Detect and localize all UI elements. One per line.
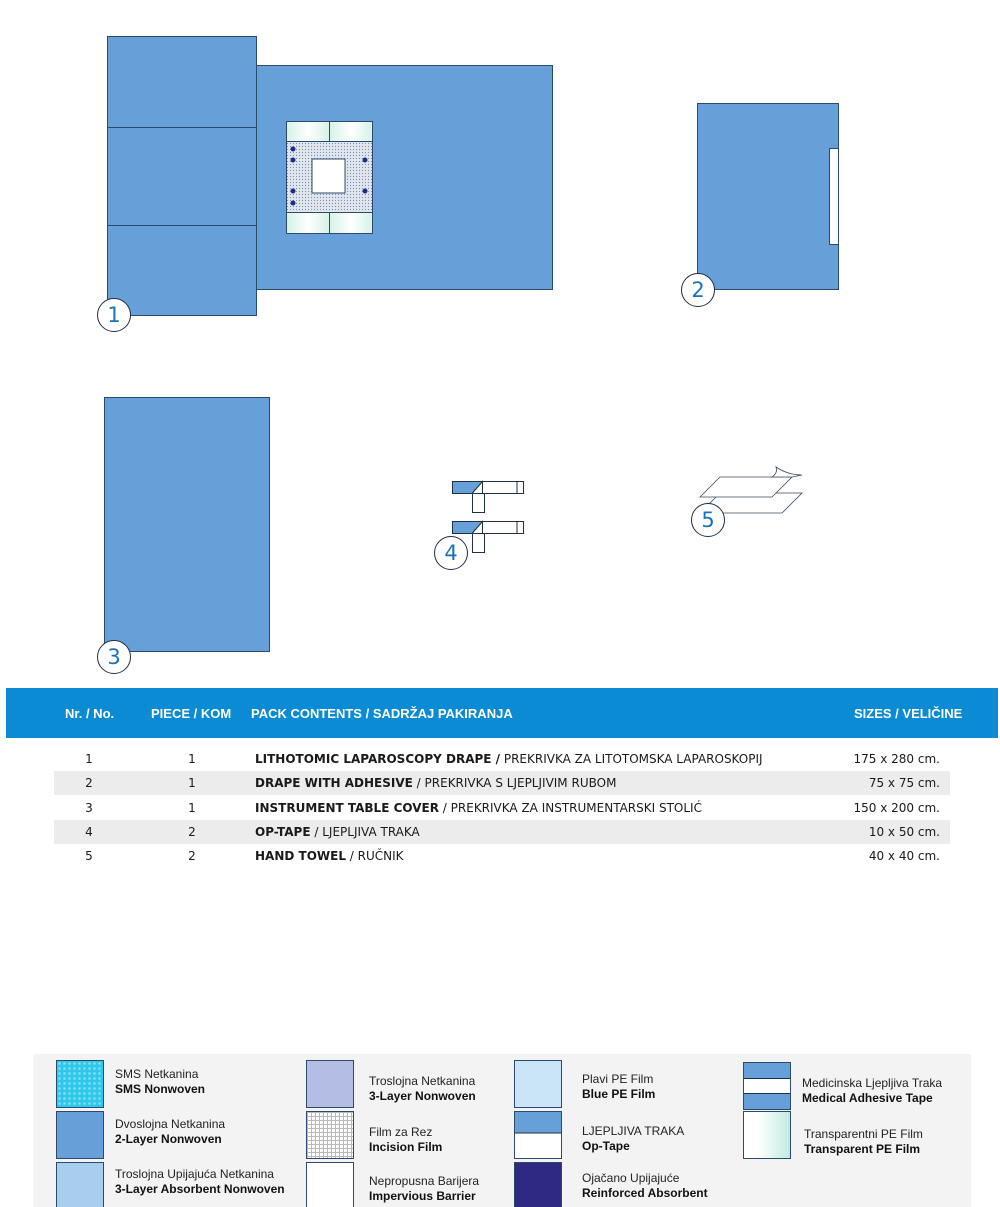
- legend-label-3layer-absorbent: [115, 1167, 285, 1197]
- item-3-badge: 3: [97, 640, 131, 674]
- legend-hr: Medicinska Ljepljiva Traka: [802, 1076, 943, 1090]
- row-name-hr: / PREKRIVKA ZA INSTRUMENTARSKI STOLIĆ: [438, 801, 702, 815]
- row-size: 175 x 280 cm.: [853, 752, 940, 766]
- legend-hr: Film za Rez: [369, 1125, 433, 1139]
- legend-hr: SMS Netkanina: [115, 1067, 199, 1081]
- op-tape-swatch: [514, 1111, 562, 1159]
- row-description: [255, 825, 420, 839]
- lithotomic-drape-leg-panel-middle: [107, 127, 257, 226]
- row-piece: 2: [188, 825, 196, 839]
- row-size: 10 x 50 cm.: [868, 825, 940, 839]
- legend-label-2layer: [115, 1117, 225, 1147]
- adhesive-strip: [829, 148, 839, 245]
- legend-en: Medical Adhesive Tape: [802, 1091, 933, 1105]
- impervious-barrier-swatch: [306, 1162, 354, 1207]
- table-row: [54, 820, 950, 844]
- row-name: DRAPE WITH ADHESIVE: [255, 776, 413, 790]
- row-nr: 3: [85, 801, 93, 815]
- table-header: [6, 688, 998, 738]
- legend-label-reinforced: [582, 1171, 708, 1201]
- reinforced-absorbent-swatch: [514, 1162, 562, 1207]
- legend-en: Impervious Barrier: [369, 1189, 476, 1203]
- item-1-badge: 1: [97, 298, 131, 332]
- legend-en: Reinforced Absorbent: [582, 1186, 708, 1200]
- row-nr: 5: [85, 849, 93, 863]
- legend-hr: Troslojna Upijajuća Netkanina: [115, 1167, 274, 1181]
- material-legend: [33, 1054, 971, 1207]
- row-piece: 2: [188, 849, 196, 863]
- legend-en: 3-Layer Nonwoven: [369, 1089, 476, 1103]
- row-piece: 1: [188, 752, 196, 766]
- legend-en: Op-Tape: [582, 1139, 630, 1153]
- row-name: INSTRUMENT TABLE COVER: [255, 801, 439, 815]
- row-piece: 1: [188, 801, 196, 815]
- row-name-hr: / PREKRIVKA S LJEPLJIVIM RUBOM: [412, 776, 617, 790]
- three-layer-absorbent-swatch: [56, 1162, 104, 1207]
- header-piece: PIECE / KOM: [151, 706, 232, 721]
- row-name: HAND TOWEL: [255, 849, 346, 863]
- instrument-table-cover: [104, 397, 270, 652]
- row-description: [255, 849, 404, 863]
- table-row: [54, 747, 950, 771]
- legend-en: SMS Nonwoven: [115, 1082, 206, 1096]
- blue-pe-film-swatch: [514, 1060, 562, 1108]
- row-description: [255, 801, 702, 815]
- header-contents: PACK CONTENTS / SADRŽAJ PAKIRANJA: [251, 706, 513, 721]
- legend-hr: Dvoslojna Netkanina: [115, 1117, 226, 1131]
- row-description: [255, 752, 763, 766]
- header-nr: Nr. / No.: [65, 706, 115, 721]
- transparent-pe-film-swatch: [743, 1111, 791, 1159]
- legend-en: Incision Film: [369, 1140, 443, 1154]
- legend-hr: Ojačano Upijajuće: [582, 1171, 680, 1185]
- legend-label-medical-tape: [802, 1076, 942, 1106]
- table-row: [54, 771, 950, 795]
- legend-hr: LJEPLJIVA TRAKA: [582, 1124, 685, 1138]
- item-2-badge: 2: [681, 273, 715, 307]
- legend-hr: Plavi PE Film: [582, 1072, 654, 1086]
- legend-hr: Troslojna Netkanina: [369, 1074, 476, 1088]
- legend-label-sms: [115, 1067, 205, 1097]
- row-name-hr: PREKRIVKA ZA LITOTOMSKA LAPAROSKOPIJ: [500, 752, 763, 766]
- row-size: 75 x 75 cm.: [868, 776, 940, 790]
- incision-film-swatch: [306, 1111, 354, 1159]
- item-5-badge: 5: [691, 503, 725, 537]
- legend-hr: Nepropusna Barijera: [369, 1174, 480, 1188]
- legend-label-impervious: [369, 1174, 479, 1204]
- legend-en: Blue PE Film: [582, 1087, 656, 1101]
- row-name-hr: / RUČNIK: [345, 849, 404, 863]
- legend-label-incision: [369, 1125, 442, 1155]
- legend-hr: Transparentni PE Film: [804, 1127, 923, 1141]
- item-4-badge: 4: [434, 536, 468, 570]
- row-name: OP-TAPE: [255, 825, 311, 839]
- legend-en: 2-Layer Nonwoven: [115, 1132, 222, 1146]
- legend-en: Transparent PE Film: [804, 1142, 921, 1156]
- row-description: [255, 776, 616, 790]
- adhesive-drape: [697, 103, 839, 290]
- legend-label-transparent-pe: [804, 1127, 923, 1157]
- row-piece: 1: [188, 776, 196, 790]
- row-nr: 4: [85, 825, 93, 839]
- row-nr: 1: [85, 752, 93, 766]
- incision-window: [286, 121, 373, 234]
- lithotomic-drape-leg-panel-top: [107, 36, 257, 128]
- sms-nonwoven-swatch: [56, 1060, 104, 1108]
- legend-label-3layer: [369, 1074, 476, 1104]
- table-row: [54, 796, 950, 820]
- medical-adhesive-tape-swatch: [743, 1062, 791, 1110]
- header-sizes: SIZES / VELIČINE: [854, 706, 963, 721]
- row-size: 150 x 200 cm.: [853, 801, 940, 815]
- three-layer-nonwoven-swatch: [306, 1060, 354, 1108]
- lithotomic-drape-leg-panel-bottom: [107, 225, 257, 316]
- legend-label-blue-pe: [582, 1072, 655, 1102]
- legend-label-op-tape: [582, 1124, 684, 1154]
- legend-en: 3-Layer Absorbent Nonwoven: [115, 1182, 285, 1196]
- row-name: LITHOTOMIC LAPAROSCOPY DRAPE /: [255, 752, 501, 766]
- row-name-hr: / LJEPLJIVA TRAKA: [310, 825, 420, 839]
- row-nr: 2: [85, 776, 93, 790]
- table-row: [54, 844, 950, 868]
- two-layer-nonwoven-swatch: [56, 1111, 104, 1159]
- row-size: 40 x 40 cm.: [868, 849, 940, 863]
